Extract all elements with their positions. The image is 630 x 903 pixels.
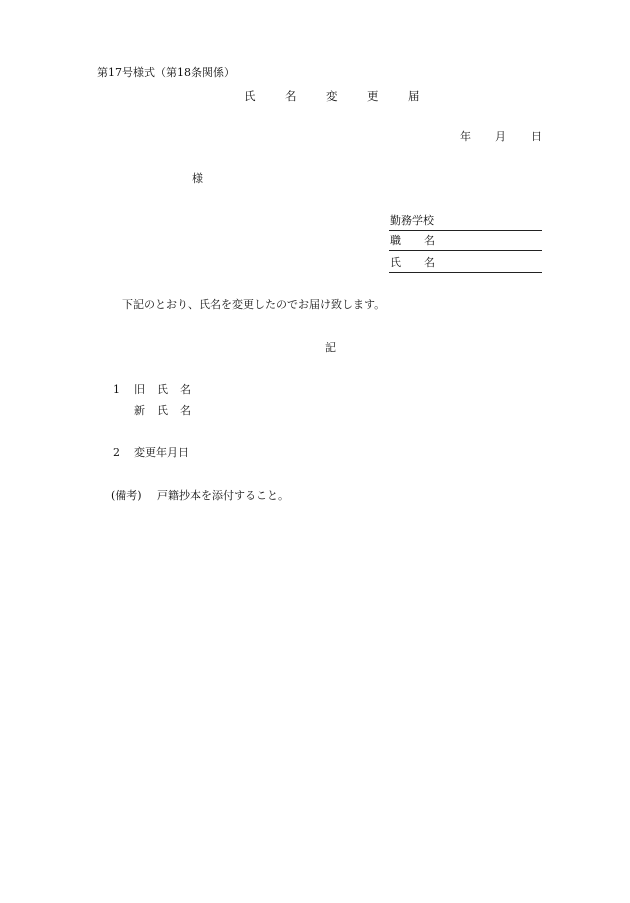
body-text: 下記のとおり、氏名を変更したのでお届け致します。	[122, 298, 386, 311]
position-label-char: 職	[390, 234, 401, 247]
day-label: 日	[531, 130, 542, 143]
name-field[interactable]	[389, 256, 542, 273]
item1-number: 1	[113, 383, 120, 396]
title-char: 変	[326, 89, 338, 103]
name-label-char: 氏	[390, 256, 401, 269]
year-label: 年	[460, 130, 471, 143]
position-field[interactable]	[389, 234, 542, 251]
new-name-char: 氏	[157, 404, 168, 417]
old-name-char: 氏	[157, 383, 168, 396]
remarks-label: (備考)	[111, 489, 142, 502]
title-char: 更	[367, 89, 379, 103]
remarks-text: 戸籍抄本を添付すること。	[157, 489, 289, 502]
ki-heading: 記	[325, 341, 336, 354]
new-name-char: 新	[134, 404, 145, 417]
form-number: 第17号様式（第18条関係）	[97, 66, 235, 79]
month-label: 月	[495, 130, 506, 143]
old-name-char: 名	[180, 383, 191, 396]
title-char: 届	[408, 89, 420, 103]
change-date-label: 変更年月日	[134, 446, 189, 459]
old-name-char: 旧	[134, 383, 145, 396]
title-char: 名	[285, 89, 297, 103]
position-label-char: 名	[424, 234, 435, 247]
item2-number: 2	[113, 446, 120, 459]
name-label-char: 名	[424, 256, 435, 269]
new-name-char: 名	[180, 404, 191, 417]
school-label: 勤務学校	[390, 214, 434, 227]
addressee-suffix: 様	[192, 172, 203, 185]
school-field[interactable]	[389, 214, 542, 231]
title-char: 氏	[244, 89, 256, 103]
